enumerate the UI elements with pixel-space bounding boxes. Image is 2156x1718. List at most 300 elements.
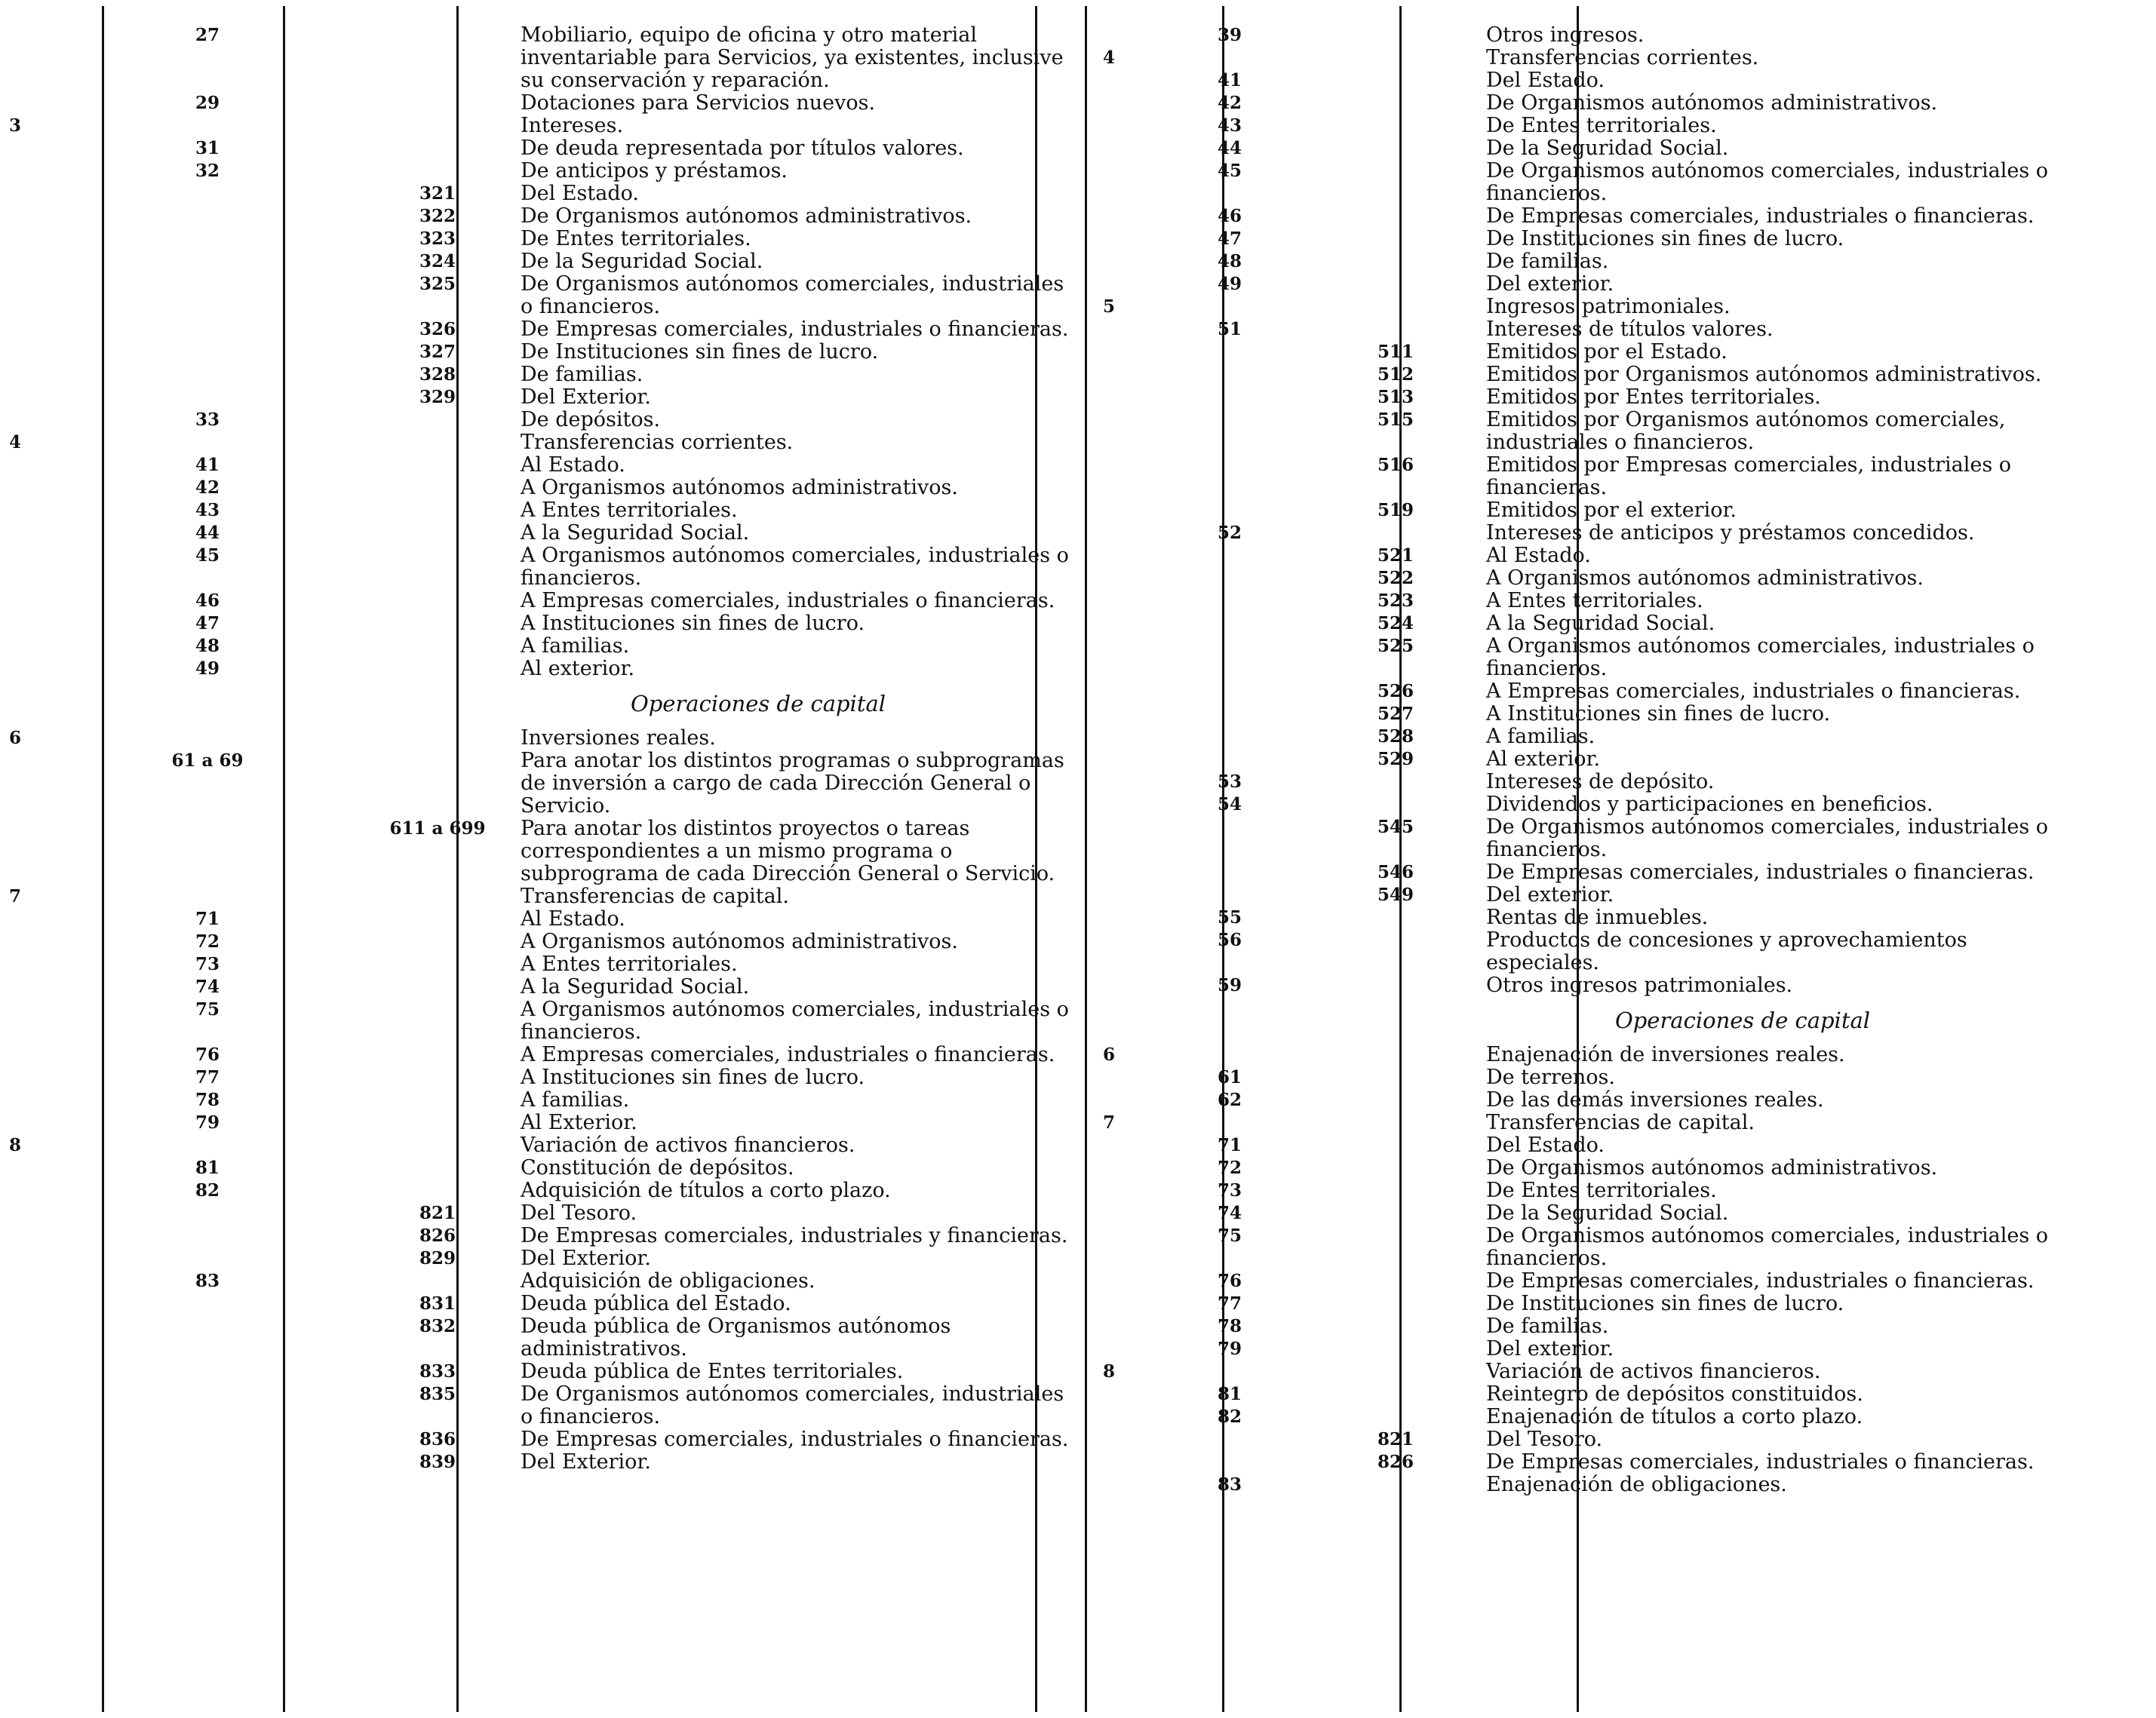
table-row bbox=[1086, 1406, 2142, 1428]
description-text: Emitidos por el Estado. bbox=[1486, 340, 1728, 364]
table-row bbox=[1086, 1044, 2142, 1066]
code-c2: 83 bbox=[1217, 1474, 1242, 1495]
code-c3: 831 bbox=[419, 1293, 456, 1314]
description-text: A familias. bbox=[1486, 725, 1596, 748]
code-c1: 6 bbox=[1102, 1045, 1115, 1065]
code-c3: 328 bbox=[419, 364, 456, 385]
table-row bbox=[0, 1451, 1056, 1474]
code-c2: 48 bbox=[195, 636, 220, 656]
code-c2: 43 bbox=[195, 500, 220, 520]
table-row bbox=[0, 409, 1056, 431]
description-text: Deuda pública del Estado. bbox=[521, 1292, 791, 1315]
table-row bbox=[0, 1134, 1056, 1157]
table-row bbox=[1086, 364, 2142, 386]
description-text: Deuda pública de Entes territoriales. bbox=[521, 1360, 904, 1383]
description-text: Transferencias de capital. bbox=[521, 885, 789, 908]
description-text: De Empresas comerciales, industriales o financieras. bbox=[1486, 204, 2035, 228]
description-text: Reintegro de depósitos constituidos. bbox=[1486, 1382, 1863, 1406]
table-row bbox=[1086, 793, 2142, 816]
description-text: A Instituciones sin fines de lucro. bbox=[1486, 702, 1831, 726]
table-row bbox=[1086, 1180, 2142, 1202]
left-page-half bbox=[0, 6, 1069, 1712]
code-c2: 55 bbox=[1217, 907, 1242, 928]
table-row bbox=[0, 931, 1056, 953]
code-c2: 75 bbox=[1217, 1226, 1242, 1246]
table-row bbox=[0, 953, 1056, 976]
description-text: Emitidos por Organismos autónomos comerciales, industriales o financieros. bbox=[1486, 408, 2006, 454]
description-text: De Empresas comerciales, industriales o financieras. bbox=[521, 318, 1069, 341]
table-row bbox=[1086, 205, 2142, 228]
table-row bbox=[0, 431, 1056, 454]
code-table-right bbox=[1086, 24, 2142, 1496]
description-text: Del Estado. bbox=[1486, 1134, 1605, 1157]
code-c2: 72 bbox=[1217, 1158, 1242, 1178]
table-row bbox=[1086, 771, 2142, 793]
table-row bbox=[1086, 816, 2142, 861]
table-row bbox=[1086, 545, 2142, 567]
description-text: Enajenación de títulos a corto plazo. bbox=[1486, 1405, 1863, 1428]
description-text: De Entes territoriales. bbox=[1486, 114, 1717, 137]
description-text: De Empresas comerciales, industriales o financieras. bbox=[1486, 1450, 2035, 1474]
table-row bbox=[0, 499, 1056, 522]
description-text: De Organismos autónomos administrativos. bbox=[1486, 1156, 1938, 1180]
table-row bbox=[1086, 409, 2142, 454]
table-row bbox=[1086, 907, 2142, 929]
code-c2: 78 bbox=[1217, 1316, 1242, 1336]
table-row bbox=[1086, 1134, 2142, 1157]
table-row bbox=[0, 341, 1056, 364]
table-row bbox=[1086, 115, 2142, 137]
code-c2: 72 bbox=[195, 931, 220, 952]
code-c3: 526 bbox=[1377, 681, 1414, 701]
code-c1: 7 bbox=[8, 886, 21, 907]
table-row bbox=[1086, 884, 2142, 907]
code-c3: 821 bbox=[1377, 1429, 1414, 1450]
code-c3: 546 bbox=[1377, 862, 1414, 882]
table-row bbox=[1086, 1202, 2142, 1225]
table-row bbox=[1086, 160, 2142, 205]
table-row bbox=[1086, 861, 2142, 884]
table-row bbox=[1086, 24, 2142, 47]
code-c3: 528 bbox=[1377, 726, 1414, 747]
description-text: Variación de activos financieros. bbox=[1486, 1360, 1821, 1383]
description-text: De Organismos autónomos administrativos. bbox=[521, 204, 972, 228]
description-text: Del exterior. bbox=[1486, 1337, 1614, 1361]
code-c1: 6 bbox=[8, 728, 21, 748]
table-row bbox=[1086, 499, 2142, 522]
code-c2: 81 bbox=[195, 1158, 220, 1178]
code-c3: 512 bbox=[1377, 364, 1414, 385]
description-text: De la Seguridad Social. bbox=[1486, 137, 1729, 160]
description-text: Enajenación de inversiones reales. bbox=[1486, 1043, 1845, 1066]
table-row bbox=[0, 477, 1056, 499]
code-c3: 611 a 699 bbox=[389, 818, 486, 839]
description-text: Productos de concesiones y aprovechamientos especiales. bbox=[1486, 928, 1967, 974]
code-c1: 5 bbox=[1102, 296, 1115, 317]
code-c3: 525 bbox=[1377, 636, 1414, 656]
description-text: A Organismos autónomos comerciales, industriales o financieros. bbox=[1486, 634, 2035, 680]
table-row bbox=[1086, 612, 2142, 635]
code-c2: 73 bbox=[195, 954, 220, 974]
code-c2: 82 bbox=[195, 1180, 220, 1201]
table-row bbox=[1086, 1338, 2142, 1361]
table-row bbox=[1086, 1270, 2142, 1293]
table-row bbox=[1086, 748, 2142, 771]
code-c2: 71 bbox=[1217, 1135, 1242, 1155]
description-text: Al Exterior. bbox=[521, 1111, 637, 1134]
code-c3: 829 bbox=[419, 1248, 456, 1269]
code-c3: 323 bbox=[419, 229, 456, 249]
code-c2: 32 bbox=[195, 161, 220, 181]
table-row bbox=[1086, 1157, 2142, 1180]
code-c3: 522 bbox=[1377, 568, 1414, 588]
description-text: Al Estado. bbox=[521, 907, 625, 931]
code-c1: 8 bbox=[1102, 1361, 1115, 1382]
code-c3: 325 bbox=[419, 274, 456, 294]
description-text: Al exterior. bbox=[1486, 747, 1601, 771]
code-table-left bbox=[0, 23, 1069, 1474]
table-row bbox=[0, 23, 1064, 92]
description-text: Emitidos por el exterior. bbox=[1486, 499, 1737, 522]
table-row bbox=[0, 1066, 1056, 1089]
code-c2: 53 bbox=[1217, 772, 1242, 792]
description-text: Del Tesoro. bbox=[521, 1201, 637, 1225]
description-text: De terrenos. bbox=[1486, 1066, 1615, 1089]
description-text: De Entes territoriales. bbox=[521, 227, 751, 250]
code-c2: 31 bbox=[195, 138, 220, 158]
table-row bbox=[0, 612, 1056, 635]
table-row bbox=[0, 1382, 1064, 1428]
description-text: Al exterior. bbox=[521, 657, 635, 680]
code-c2: 78 bbox=[195, 1090, 220, 1110]
description-text: Transferencias de capital. bbox=[1486, 1111, 1755, 1134]
table-row bbox=[1086, 635, 2142, 680]
description-text: A Organismos autónomos administrativos. bbox=[521, 930, 958, 953]
description-text: De Instituciones sin fines de lucro. bbox=[521, 340, 879, 364]
table-row bbox=[1086, 567, 2142, 590]
code-c2: 47 bbox=[195, 613, 220, 634]
description-text: A Instituciones sin fines de lucro. bbox=[521, 1066, 865, 1089]
description-text: De Organismos autónomos administrativos. bbox=[1486, 91, 1938, 115]
code-c3: 833 bbox=[419, 1361, 456, 1382]
description-text: Constitución de depósitos. bbox=[521, 1156, 794, 1180]
description-text: A familias. bbox=[521, 1088, 630, 1112]
table-row bbox=[1086, 590, 2142, 612]
table-row bbox=[1086, 341, 2142, 364]
description-text: Transferencias corrientes. bbox=[1486, 46, 1759, 69]
table-row bbox=[1086, 522, 2142, 545]
code-c3: 835 bbox=[419, 1384, 456, 1404]
table-row bbox=[0, 522, 1056, 545]
table-row bbox=[1086, 296, 2142, 318]
code-c3: 511 bbox=[1377, 342, 1414, 362]
code-c2: 48 bbox=[1217, 251, 1242, 272]
table-row bbox=[0, 727, 1056, 750]
description-text: Emitidos por Organismos autónomos administrativos. bbox=[1486, 363, 2042, 386]
description-text: A Organismos autónomos administrativos. bbox=[1486, 566, 1924, 590]
table-row bbox=[0, 590, 1056, 612]
table-row bbox=[1086, 1066, 2142, 1089]
table-row bbox=[1086, 47, 2142, 69]
code-c3: 523 bbox=[1377, 591, 1414, 611]
code-c3: 513 bbox=[1377, 387, 1414, 407]
table-row bbox=[0, 1315, 1056, 1361]
table-row bbox=[0, 250, 1056, 273]
description-text: De Organismos autónomos comerciales, industriales o financieros. bbox=[521, 1382, 1064, 1428]
description-text: De familias. bbox=[1486, 1315, 1609, 1338]
code-c2: 79 bbox=[1217, 1339, 1242, 1359]
description-text: Emitidos por Entes territoriales. bbox=[1486, 385, 1821, 409]
code-c3: 832 bbox=[419, 1316, 456, 1336]
table-row bbox=[0, 908, 1056, 931]
code-c2: 77 bbox=[1217, 1293, 1242, 1314]
code-c2: 42 bbox=[195, 477, 220, 498]
table-row bbox=[1086, 1315, 2142, 1338]
code-c2: 49 bbox=[1217, 274, 1242, 294]
description-text: De Organismos autónomos comerciales, industriales o financieros. bbox=[1486, 1224, 2049, 1270]
table-row bbox=[0, 1270, 1056, 1293]
table-row bbox=[0, 1112, 1056, 1134]
description-text: Ingresos patrimoniales. bbox=[1486, 295, 1731, 318]
code-c2: 54 bbox=[1217, 794, 1242, 815]
table-row bbox=[1086, 703, 2142, 726]
description-text: Al Estado. bbox=[1486, 544, 1591, 567]
description-text: Transferencias corrientes. bbox=[521, 431, 794, 454]
code-c3: 549 bbox=[1377, 885, 1414, 905]
table-row bbox=[0, 998, 1069, 1044]
code-c2: 56 bbox=[1217, 930, 1242, 950]
description-text: A Empresas comerciales, industriales o financieras. bbox=[521, 1043, 1055, 1066]
table-row bbox=[0, 454, 1056, 477]
table-row bbox=[1086, 250, 2142, 273]
table-row bbox=[1086, 273, 2142, 296]
code-c2: 44 bbox=[1217, 138, 1242, 158]
description-text: A Organismos autónomos administrativos. bbox=[521, 476, 958, 499]
table-row bbox=[0, 885, 1056, 908]
table-row bbox=[0, 1293, 1056, 1315]
code-c3: 516 bbox=[1377, 455, 1414, 475]
code-c2: 74 bbox=[195, 977, 220, 997]
code-c2: 81 bbox=[1217, 1384, 1242, 1404]
description-text: A la Seguridad Social. bbox=[1486, 612, 1715, 635]
description-text: Rentas de inmuebles. bbox=[1486, 906, 1709, 929]
section-title: Operaciones de capital bbox=[630, 691, 886, 716]
description-text: Del Exterior. bbox=[521, 385, 651, 409]
code-c3: 839 bbox=[419, 1452, 456, 1472]
table-row bbox=[0, 1157, 1056, 1180]
description-text: Del Estado. bbox=[521, 182, 640, 205]
description-text: Intereses de títulos valores. bbox=[1486, 318, 1774, 341]
code-c2: 51 bbox=[1217, 319, 1242, 339]
description-text: De Entes territoriales. bbox=[1486, 1179, 1717, 1202]
description-text: Intereses. bbox=[521, 114, 624, 137]
code-c2: 41 bbox=[1217, 70, 1242, 91]
description-text: Adquisición de obligaciones. bbox=[521, 1269, 815, 1293]
description-text: De familias. bbox=[1486, 250, 1609, 273]
description-text: De Organismos autónomos comerciales, industriales o financieros. bbox=[1486, 159, 2049, 205]
code-c2: 77 bbox=[195, 1067, 220, 1088]
description-text: De depósitos. bbox=[521, 408, 661, 431]
description-text: Para anotar los distintos programas o subprogramas de inversión a cargo de cada Dirección General o Servicio. bbox=[521, 749, 1064, 818]
code-c3: 519 bbox=[1377, 500, 1414, 520]
description-text: De las demás inversiones reales. bbox=[1486, 1088, 1824, 1112]
description-text: A la Seguridad Social. bbox=[521, 975, 750, 999]
description-text: De Instituciones sin fines de lucro. bbox=[1486, 227, 1844, 250]
table-row bbox=[0, 364, 1056, 386]
code-c3: 329 bbox=[419, 387, 456, 407]
description-text: A familias. bbox=[521, 634, 630, 658]
table-row bbox=[1086, 454, 2142, 499]
table-row bbox=[1086, 1293, 2142, 1315]
table-row bbox=[0, 1361, 1056, 1383]
code-c2: 52 bbox=[1217, 523, 1242, 543]
code-c1: 3 bbox=[8, 115, 21, 136]
table-row bbox=[0, 92, 1056, 115]
table-row bbox=[0, 1428, 1069, 1451]
table-row bbox=[0, 1044, 1056, 1066]
table-row bbox=[1086, 92, 2142, 115]
code-c3: 821 bbox=[419, 1203, 456, 1223]
table-row bbox=[0, 635, 1056, 658]
description-text: Intereses de anticipos y préstamos concedidos. bbox=[1486, 521, 1975, 545]
description-text: A Entes territoriales. bbox=[521, 953, 738, 976]
description-text: A Instituciones sin fines de lucro. bbox=[521, 612, 865, 635]
code-c2: 46 bbox=[195, 591, 220, 611]
description-text: Del Estado. bbox=[1486, 69, 1605, 92]
code-c3: 322 bbox=[419, 206, 456, 226]
description-text: De Empresas comerciales, industriales o financieras. bbox=[521, 1428, 1069, 1451]
description-text: Adquisición de títulos a corto plazo. bbox=[521, 1179, 891, 1202]
table-row bbox=[1086, 69, 2142, 92]
description-text: Dividendos y participaciones en beneficios. bbox=[1486, 793, 1933, 816]
description-text: Emitidos por Empresas comerciales, industriales o financieras. bbox=[1486, 453, 2012, 499]
table-row bbox=[0, 160, 1056, 183]
table-row bbox=[0, 115, 1056, 137]
description-text: Deuda pública de Organismos autónomos administrativos. bbox=[521, 1315, 951, 1361]
description-text: Al Estado. bbox=[521, 453, 625, 477]
code-c3: 321 bbox=[419, 183, 456, 204]
description-text: De la Seguridad Social. bbox=[1486, 1201, 1729, 1225]
code-c2: 45 bbox=[195, 545, 220, 566]
table-row bbox=[1086, 1112, 2142, 1134]
description-text: De deuda representada por títulos valores. bbox=[521, 137, 964, 160]
code-c2: 33 bbox=[195, 410, 220, 430]
code-c3: 515 bbox=[1377, 410, 1414, 430]
table-row bbox=[0, 749, 1064, 818]
description-text: De Empresas comerciales, industriales y financieras. bbox=[521, 1224, 1068, 1247]
code-c1: 4 bbox=[1102, 48, 1115, 68]
description-text: De la Seguridad Social. bbox=[521, 250, 763, 273]
table-row bbox=[0, 1224, 1068, 1247]
description-text: Enajenación de obligaciones. bbox=[1486, 1473, 1787, 1496]
table-row bbox=[1086, 974, 2142, 997]
table-row bbox=[1086, 386, 2142, 409]
table-row bbox=[1086, 1451, 2142, 1474]
table-row bbox=[0, 1180, 1056, 1202]
description-text: Otros ingresos patrimoniales. bbox=[1486, 974, 1793, 997]
table-row bbox=[1086, 929, 2142, 974]
description-text: Inversiones reales. bbox=[521, 726, 716, 750]
code-c1: 8 bbox=[8, 1135, 21, 1155]
table-row bbox=[1086, 1428, 2142, 1451]
section-heading bbox=[0, 680, 1056, 727]
description-text: A Entes territoriales. bbox=[521, 499, 738, 522]
right-page-half bbox=[1086, 6, 2142, 1712]
table-row bbox=[1086, 1089, 2142, 1112]
code-c3: 527 bbox=[1377, 704, 1414, 724]
code-c2: 79 bbox=[195, 1112, 220, 1133]
description-text: De Empresas comerciales, industriales o financieras. bbox=[1486, 861, 2035, 884]
table-row bbox=[0, 1247, 1056, 1270]
table-row bbox=[0, 318, 1069, 341]
description-text: Del Tesoro. bbox=[1486, 1428, 1603, 1451]
code-c2: 45 bbox=[1217, 161, 1242, 181]
code-c2: 42 bbox=[1217, 93, 1242, 113]
description-text: A la Seguridad Social. bbox=[521, 521, 750, 545]
code-c2: 62 bbox=[1217, 1090, 1242, 1110]
code-c1: 4 bbox=[8, 432, 21, 453]
description-text: A Empresas comerciales, industriales o financieras. bbox=[1486, 680, 2021, 703]
code-c2: 71 bbox=[195, 909, 220, 929]
code-c2: 76 bbox=[195, 1045, 220, 1065]
code-c2: 61 bbox=[1217, 1067, 1242, 1088]
code-c3: 327 bbox=[419, 342, 456, 362]
table-row bbox=[1086, 1361, 2142, 1383]
section-title: Operaciones de capital bbox=[1614, 1008, 1871, 1033]
table-row bbox=[1086, 228, 2142, 250]
description-text: Del exterior. bbox=[1486, 883, 1614, 907]
description-text: Mobiliario, equipo de oficina y otro material inventariable para Servicios, ya existentes, inclusive su conservación y reparación. bbox=[521, 23, 1064, 92]
table-row bbox=[1086, 137, 2142, 160]
code-c2: 47 bbox=[1217, 229, 1242, 249]
code-c2: 39 bbox=[1217, 25, 1242, 45]
code-c3: 521 bbox=[1377, 545, 1414, 566]
code-c3: 326 bbox=[419, 319, 456, 339]
description-text: Dotaciones para Servicios nuevos. bbox=[521, 91, 876, 115]
description-text: Intereses de depósito. bbox=[1486, 770, 1715, 793]
code-c2: 76 bbox=[1217, 1271, 1242, 1291]
code-c3: 826 bbox=[1377, 1452, 1414, 1472]
table-row bbox=[0, 1202, 1056, 1225]
code-c2: 61 a 69 bbox=[171, 750, 244, 771]
description-text: De familias. bbox=[521, 363, 643, 386]
description-text: De Empresas comerciales, industriales o financieras. bbox=[1486, 1269, 2035, 1293]
code-c3: 524 bbox=[1377, 613, 1414, 634]
description-text: Variación de activos financieros. bbox=[521, 1134, 855, 1157]
table-row bbox=[0, 137, 1056, 160]
code-c2: 46 bbox=[1217, 206, 1242, 226]
table-row bbox=[0, 205, 1056, 228]
code-c2: 43 bbox=[1217, 115, 1242, 136]
description-text: A Organismos autónomos comerciales, industriales o financieros. bbox=[521, 544, 1069, 590]
code-c1: 7 bbox=[1102, 1112, 1115, 1133]
table-row bbox=[1086, 726, 2142, 748]
code-c3: 324 bbox=[419, 251, 456, 272]
code-c2: 49 bbox=[195, 658, 220, 679]
code-c3: 836 bbox=[419, 1429, 456, 1450]
code-c2: 83 bbox=[195, 1271, 220, 1291]
table-row bbox=[0, 1089, 1056, 1112]
description-text: De anticipos y préstamos. bbox=[521, 159, 788, 183]
description-text: A Empresas comerciales, industriales o financieras. bbox=[521, 589, 1055, 612]
code-c2: 41 bbox=[195, 455, 220, 475]
code-c3: 826 bbox=[419, 1226, 456, 1246]
table-row bbox=[0, 544, 1069, 590]
section-heading bbox=[1086, 997, 2142, 1044]
code-c3: 545 bbox=[1377, 817, 1414, 837]
table-row bbox=[0, 976, 1056, 999]
code-c2: 74 bbox=[1217, 1203, 1242, 1223]
